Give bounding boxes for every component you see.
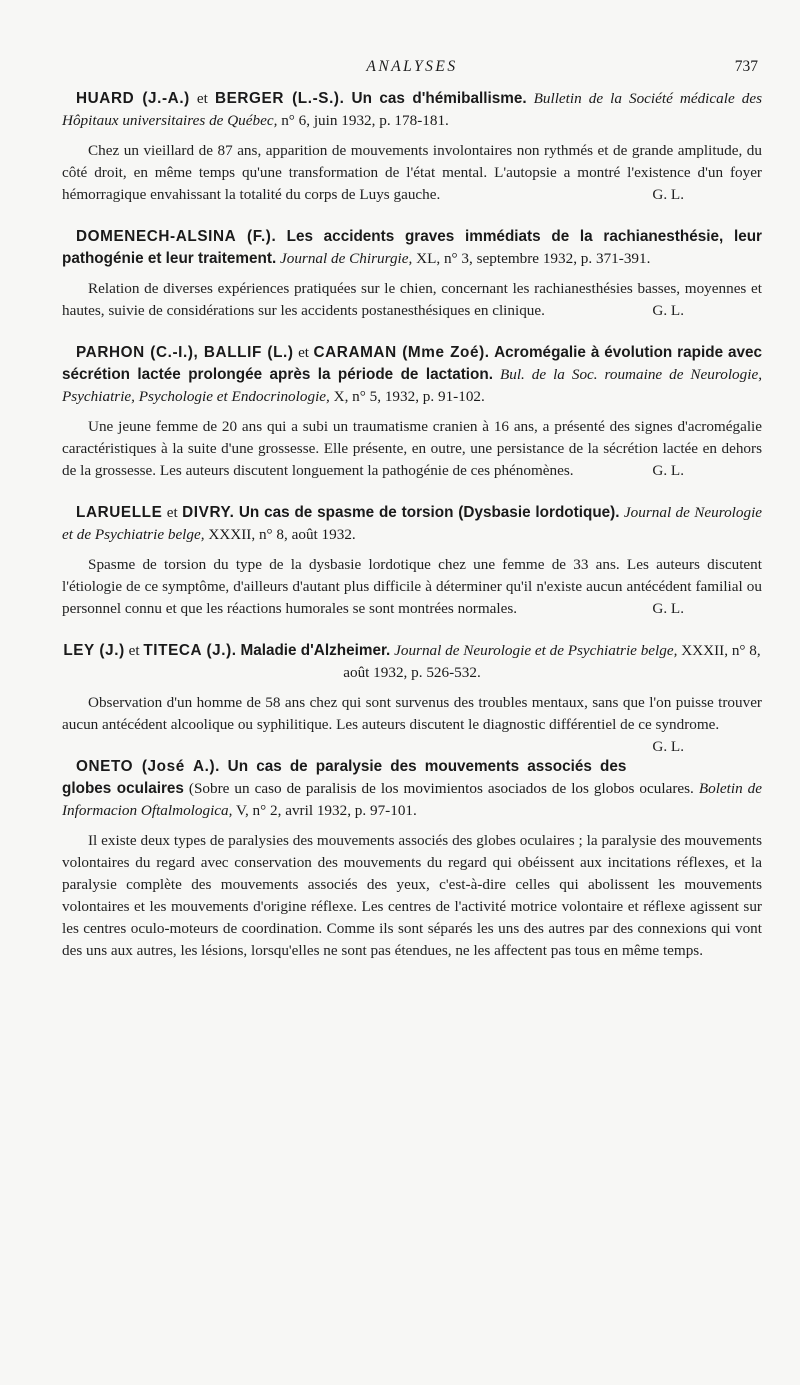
article-title: Un cas de spasme de torsion (Dysbasie lordotique). (238, 504, 620, 521)
summary (62, 692, 762, 755)
journal-name: Journal de Chirurgie, (280, 250, 413, 267)
author-separator: et (166, 504, 178, 521)
summary (62, 278, 762, 322)
summary-text: Chez un vieillard de 87 ans, apparition de mouvements involontaires non rythmés et de grande amplitude, du côté droit, en même temps qu'une transformation de l'état mental. L'autopsie a montré l'existence d'un foyer hémorragique envahissant la totalité du corps de Luys gauche. (62, 142, 762, 203)
journal-reference: XXXII, n° 8, août 1932. (208, 526, 356, 543)
journal-name: Bul. de la Soc. roumaine de Neurologie, Psychiatrie, Psychologie et Endocrinologie, (62, 366, 762, 405)
summary (62, 416, 762, 482)
review-entry-laruelle (62, 502, 762, 620)
journal-reference: V, n° 2, avril 1932, p. 97-101. (235, 802, 417, 819)
authors-second: CARAMAN (Mme Zoé). (313, 344, 490, 361)
journal-reference: n° 6, juin 1932, p. 178-181. (281, 112, 449, 129)
summary (62, 140, 762, 206)
summary (62, 830, 762, 962)
citation (62, 756, 762, 822)
review-entry-oneto (62, 756, 762, 962)
reviewer-initials: G. L. (652, 186, 684, 203)
journal-name: Journal de Neurologie et de Psychiatrie belge, (62, 504, 763, 543)
journal-reference: XXXII, n° 8, août 1932, p. 526-532. (343, 642, 761, 681)
running-header (62, 58, 762, 88)
citation (62, 226, 762, 270)
author-separator: et (128, 642, 140, 659)
reviewer-initials: G. L. (652, 600, 684, 617)
authors: LARUELLE (76, 504, 163, 521)
summary-text: Relation de diverses expériences pratiquées sur le chien, concernant les rachianesthésies basses, moyennes et hautes, suivie de considérations sur les accidents postanesthésiques en clinique. (62, 280, 762, 319)
journal-name: Bulletin de la Société médicale des Hôpitaux universitaires de Québec, (62, 90, 762, 129)
authors-second: DIVRY. (182, 504, 235, 521)
authors-second: BERGER (L.-S.). (214, 90, 345, 107)
summary (62, 554, 762, 620)
review-entry-ley (62, 640, 762, 755)
article-title: Un cas d'hémiballisme. (351, 90, 527, 107)
summary-text: Observation d'un homme de 58 ans chez qui sont survenus des troubles mentaux, sans que l'on puisse trouver aucun antécédent alcoolique ou syphilitique. Les auteurs discutent le diagnostic différentiel de ce syndrome. (62, 694, 762, 733)
journal-reference: X, n° 5, 1932, p. 91-102. (333, 388, 485, 405)
citation (62, 640, 762, 684)
summary-text: Spasme de torsion du type de la dysbasie lordotique chez une femme de 33 ans. Les auteurs discutent l'étiologie de ce symptôme, d'ailleurs d'autant plus difficile à déterminer qu'il n'existe aucun antécédent familial ou personnel connu et que les réactions humorales se sont montrées normales. (62, 556, 762, 617)
reviewer-initials: G. L. (652, 302, 684, 319)
article-title: Maladie d'Alzheimer. (240, 642, 391, 659)
citation (62, 502, 762, 546)
summary-text: Une jeune femme de 20 ans qui a subi un traumatisme cranien à 16 ans, a présenté des signes d'acromégalie caractéristiques à la suite d'une grossesse. Elle présente, en outre, une persistance de la sécrétion lactée en dehors de la grossesse. Les auteurs discutent longuement la pathogénie de ces phénomènes. (62, 418, 762, 479)
reviewer-initials: G. L. (652, 462, 684, 479)
authors: HUARD (J.-A.) (76, 90, 190, 107)
original-title: (Sobre un caso de paralisis de los movimientos asociados de los globos oculares. (188, 780, 694, 797)
authors: ONETO (José A.). (76, 758, 220, 775)
authors: LEY (J.) (63, 642, 125, 659)
article-title: Les accidents graves immédiats de la rachianesthésie, leur pathogénie et leur traitement. (62, 228, 763, 267)
citation (62, 342, 762, 408)
running-title: ANALYSES (366, 58, 458, 75)
review-entry-huard (62, 88, 762, 206)
reviewer-initials: G. L. (652, 738, 684, 755)
journal-page (62, 58, 762, 962)
authors: PARHON (C.-I.), BALLIF (L.) (76, 344, 294, 361)
journal-reference: XL, n° 3, septembre 1932, p. 371-391. (416, 250, 651, 267)
review-entry-parhon (62, 342, 762, 482)
authors: DOMENECH-ALSINA (F.). (76, 228, 277, 245)
author-separator: et (196, 90, 208, 107)
article-title: Un cas de paralysie des mouvements associés des globes oculaires (62, 758, 627, 797)
summary-text: Il existe deux types de paralysies des mouvements associés des globes oculaires ; la paralysie des mouvements volontaires du regard avec conservation des mouvements du regard qui obéissent aux incitations réflexes, et la paralysie complète des mouvements associés des yeux, c'est-à-dire celles qui abolissent les mouvements volontaires et les mouvements d'origine réflexe. Les centres de l'activité motrice volontaire et réflexe agissent sur les centres oculo-moteurs de coordination. Comme ils sont séparés les uns des autres par des connexions qui vont des uns aux autres, les lésions, lorsqu'elles ne sont pas étendues, ne les affectent pas tous en même temps. (62, 832, 762, 959)
journal-name: Journal de Neurologie et de Psychiatrie belge, (394, 642, 678, 659)
article-title: Acromégalie à évolution rapide avec sécrétion lactée prolongée après la période de lactation. (62, 344, 763, 383)
journal-name: Boletin de Informacion Oftalmologica, (62, 780, 763, 819)
authors-second: TITECA (J.). (143, 642, 237, 659)
author-separator: et (298, 344, 310, 361)
review-entry-domenech (62, 226, 762, 322)
page-number: 737 (734, 58, 758, 75)
citation (62, 88, 762, 132)
